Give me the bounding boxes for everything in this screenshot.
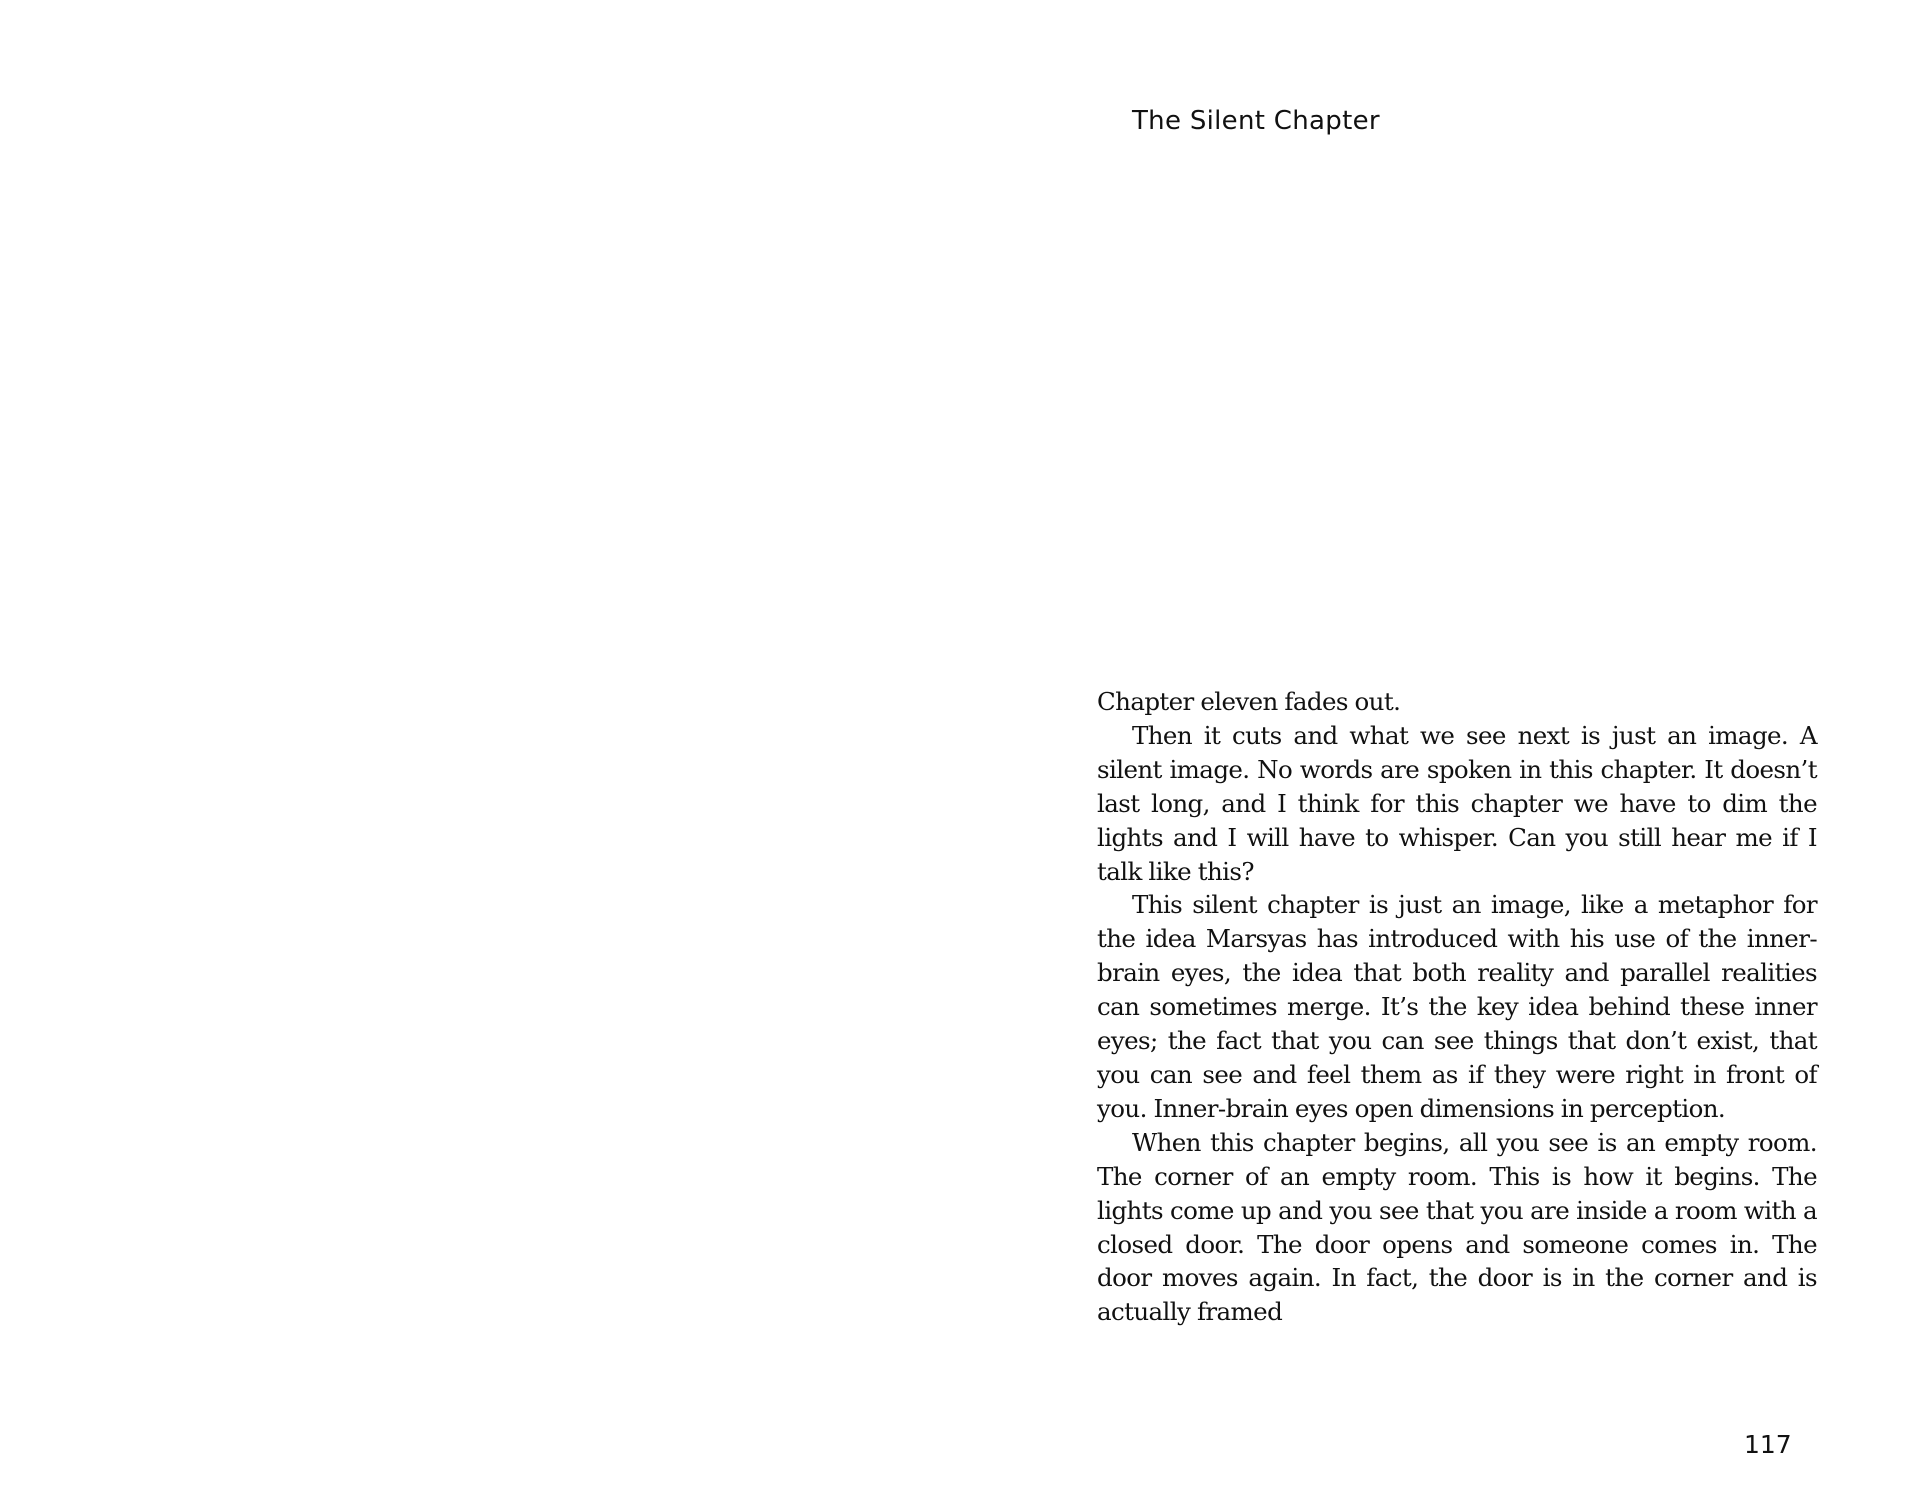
left-page-blank bbox=[0, 0, 954, 1500]
paragraph-2: Then it cuts and what we see next is just an image. A silent image. No words are spoken in this chapter. It doesn’t last long, and I think for this chapter we have to dim the lights and I will have to whisper. Can you still hear me if I talk like this? bbox=[1097, 720, 1817, 886]
right-page bbox=[954, 0, 1909, 1500]
page-number: 117 bbox=[1744, 1430, 1792, 1459]
paragraph-4: When this chapter begins, all you see is an empty room. The corner of an empty room. This is how it begins. The lights come up and you see that you are inside a room with a closed door. The door opens and someone comes in. The door moves again. In fact, the door is in the corner and is actually framed bbox=[1097, 1127, 1817, 1327]
body-text bbox=[1097, 685, 1817, 1329]
paragraph-1: Chapter eleven fades out. bbox=[1097, 687, 1401, 716]
running-head: The Silent Chapter bbox=[1132, 106, 1380, 136]
paragraph-3: This silent chapter is just an image, like a metaphor for the idea Marsyas has introduced with his use of the inner-brain eyes, the idea that both reality and parallel realities can sometimes merge. It’s the key idea behind these inner eyes; the fact that you can see things that don’t exist, that you can see and feel them as if they were right in front of you. Inner-brain eyes open dimensions in perception. bbox=[1097, 890, 1817, 1123]
